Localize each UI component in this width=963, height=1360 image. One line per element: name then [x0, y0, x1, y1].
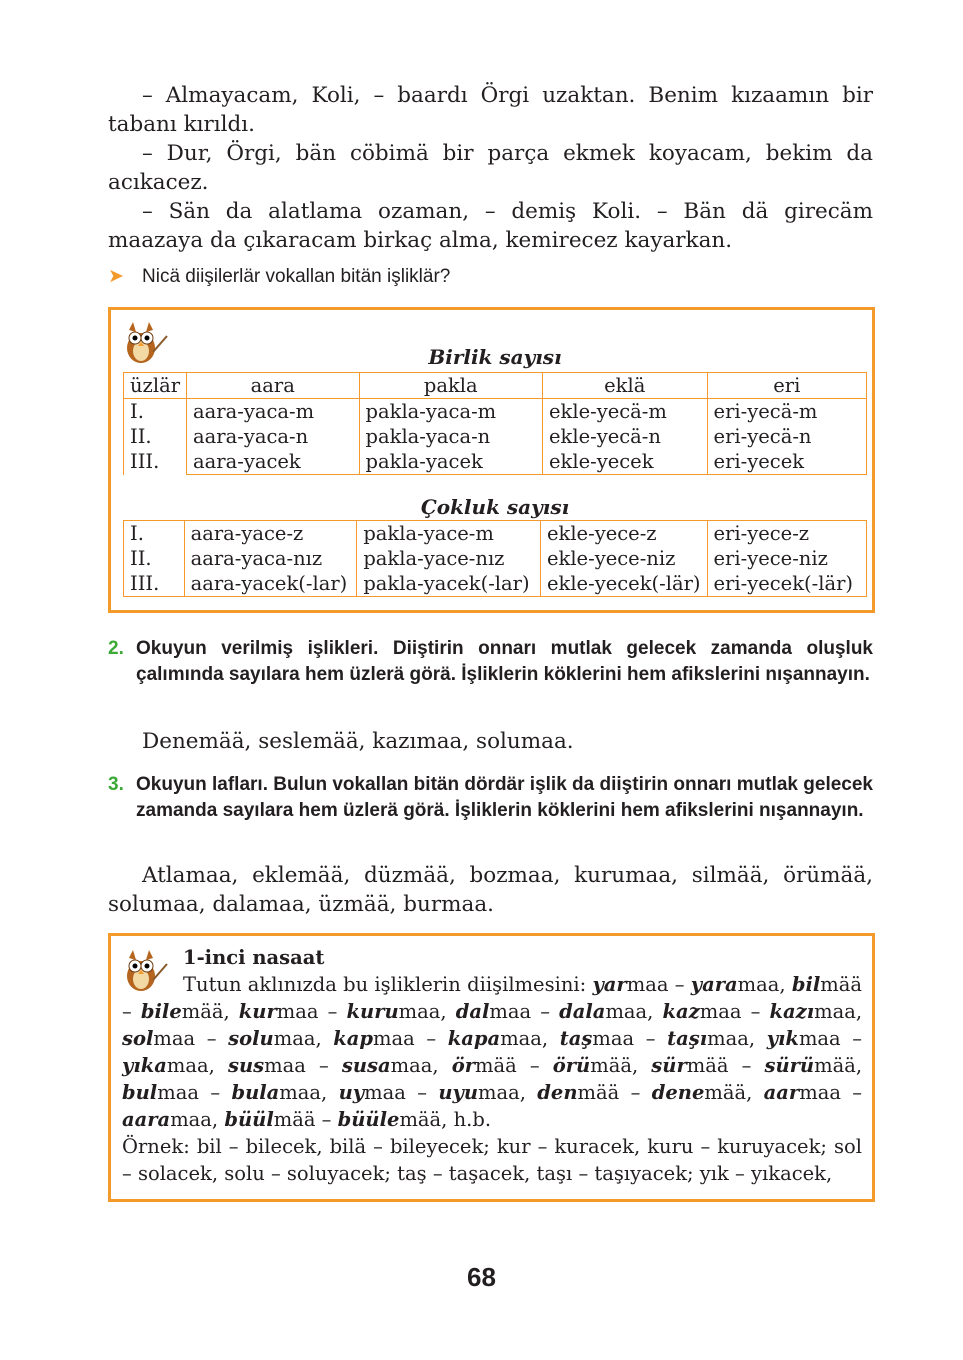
verb-stem: den [537, 1081, 578, 1104]
rule-tail: h.b. [453, 1108, 492, 1131]
rule-pairs [122, 973, 862, 1131]
verb-stem: büüle [337, 1108, 400, 1131]
verb-pair: yarmaa – yaramaa, [592, 973, 792, 996]
verb-stem: bile [140, 1000, 182, 1023]
table-cell: pakla-yace-m pakla-yace-nız pakla-yacek(-lar) [357, 521, 541, 597]
header-cell: pakla [359, 373, 542, 399]
rule-intro: Tutun aklınızda bu işliklerin diişilmesini: [183, 973, 587, 996]
verb-pair: aarmaa – aaramaa, [122, 1081, 863, 1131]
verb-stem: kap [333, 1027, 374, 1050]
table-row [124, 521, 867, 597]
verb-stem: yık [766, 1027, 799, 1050]
verb-stem: kur [238, 1000, 277, 1023]
verb-stem: susa [341, 1054, 391, 1077]
verb-stem: uy [338, 1081, 365, 1104]
exercise-number: 2. [108, 638, 124, 659]
header-cell: üzlär [124, 373, 187, 399]
verb-stem: kuru [346, 1000, 399, 1023]
verb-pair: kazmaa – kazımaa, [662, 1000, 863, 1023]
question-text: Nicä diişilerlär vokallan bitän işliklär? [142, 266, 451, 287]
verb-stem: bil [791, 973, 821, 996]
verb-stem: dal [455, 1000, 490, 1023]
plural-table [123, 520, 867, 597]
table-cell: pakla-yaca-m pakla-yaca-n pakla-yacek [359, 399, 542, 475]
verb-stem: kazı [769, 1000, 815, 1023]
verb-stem: bula [231, 1081, 280, 1104]
verb-pair: dalmaa – dalamaa, [455, 1000, 663, 1023]
rule-box [108, 933, 875, 1202]
verb-stem: yara [690, 973, 738, 996]
singular-table [123, 372, 867, 475]
intro-paragraph-3: – Sän da alatlama ozaman, – demiş Koli. – Bän dä girecäm maazaya da çıkaracam birkaç alma, kemirecez kayarkan. [108, 199, 873, 253]
exercise-3-words: Atlamaa, eklemää, düzmää, bozmaa, kurumaa, silmää, örümää, solumaa, dalamaa, üzmää, burmaa. [108, 863, 873, 917]
table-cell: ekle-yece-z ekle-yece-niz ekle-yecek(-lär) [540, 521, 707, 597]
verb-pair: bilmää – bilemää, [122, 973, 863, 1023]
exercise-instruction: Okuyun lafları. Bulun vokallan bitän dördär işlik da diiştirin onnarı mutlak gelecek zamanda sayılara hem üzlerä görä. İşliklerin köklerini hem afikslerini nışannayın. [136, 774, 873, 821]
verb-stem: kaz [662, 1000, 700, 1023]
verb-pair: susmaa – susamaa, [227, 1054, 452, 1077]
table-cell: aara-yace-z aara-yaca-nız aara-yacek(-lar) [184, 521, 357, 597]
rule-body [122, 971, 862, 1133]
verb-stem: yıka [122, 1054, 167, 1077]
intro-paragraph-1: – Almayacam, Koli, – baardı Örgi uzaktan. Benim kızaamın bir tabanı kırıldı. [108, 83, 873, 137]
header-cell: eri [707, 373, 866, 399]
verb-stem: sür [651, 1054, 687, 1077]
question-line [108, 264, 450, 290]
verb-pair: uymaa – uyumaa, [338, 1081, 538, 1104]
verb-pair: bulmaa – bulamaa, [122, 1081, 339, 1104]
table-row [124, 399, 867, 475]
rule-example: Örnek: bil – bilecek, bilä – bileyecek; kur – kuracek, kuru – kuruyacek; sol – solacek, solu – soluyacek; taş – taşacek, taşı – taşıyacek; yık – yıkacek, [122, 1135, 862, 1185]
page-number: 68 [467, 1262, 496, 1292]
exercise-instruction: Okuyun verilmiş işlikleri. Diiştirin onnarı mutlak gelecek zamanda oluşluk çalımında sayılara hem üzlerä görä. İşliklerin köklerini hem afikslerini nışannayın. [136, 638, 873, 685]
table-cell: ekle-yecä-m ekle-yecä-n ekle-yecek [542, 399, 707, 475]
verb-stem: dene [651, 1081, 705, 1104]
verb-stem: uyu [438, 1081, 478, 1104]
header-cell: eklä [542, 373, 707, 399]
header-cell: aara [187, 373, 359, 399]
verb-pair: sürmää – sürümää, [651, 1054, 863, 1077]
table-cell: eri-yece-z eri-yece-niz eri-yecek(-lär) [707, 521, 866, 597]
plural-caption: Çokluk sayısı [420, 495, 570, 519]
verb-pair: solmaa – solumaa, [122, 1027, 334, 1050]
verb-stem: örü [552, 1054, 591, 1077]
singular-caption: Birlik sayısı [428, 345, 562, 369]
verb-pair: büülmää – büülemää, [224, 1108, 454, 1131]
verb-stem: taşı [667, 1027, 708, 1050]
verb-stem: dala [559, 1000, 606, 1023]
table-cell: eri-yecä-m eri-yecä-n eri-yecek [707, 399, 866, 475]
verb-stem: sol [122, 1027, 154, 1050]
table-cell: I. II. III. [124, 521, 185, 597]
verb-stem: aara [122, 1108, 171, 1131]
verb-pair: kapmaa – kapamaa, [333, 1027, 560, 1050]
table-cell: I. II. III. [124, 399, 187, 475]
verb-stem: yar [592, 973, 627, 996]
verb-stem: sus [227, 1054, 265, 1077]
verb-pair: denmää – denemää, [537, 1081, 764, 1104]
verb-pair: kurmaa – kurumaa, [238, 1000, 456, 1023]
verb-stem: sürü [764, 1054, 815, 1077]
exercise-2 [108, 636, 873, 688]
rule-title: 1-inci nasaat [183, 946, 325, 969]
verb-stem: solu [228, 1027, 274, 1050]
arrow-bullet-icon: ➤ [108, 266, 124, 287]
verb-stem: ör [451, 1054, 475, 1077]
exercise-2-words: Denemää, seslemää, kazımaa, solumaa. [142, 729, 574, 754]
verb-pair: taşmaa – taşımaa, [559, 1027, 767, 1050]
verb-stem: aar [763, 1081, 800, 1104]
intro-paragraph-2: – Dur, Örgi, bän cöbimä bir parça ekmek koyacam, bekim da acıkacez. [108, 141, 873, 195]
verb-stem: bul [122, 1081, 158, 1104]
table-header-row [124, 373, 867, 399]
verb-stem: taş [559, 1027, 593, 1050]
exercise-number: 3. [108, 774, 124, 795]
verb-stem: kapa [447, 1027, 501, 1050]
conjugation-table-box [108, 307, 875, 613]
verb-pair: örmää – örümää, [451, 1054, 652, 1077]
verb-pair: yıkmaa – yıkamaa, [122, 1027, 863, 1077]
table-cell: aara-yaca-m aara-yaca-n aara-yacek [187, 399, 359, 475]
verb-stem: büül [224, 1108, 274, 1131]
exercise-3 [108, 772, 873, 824]
